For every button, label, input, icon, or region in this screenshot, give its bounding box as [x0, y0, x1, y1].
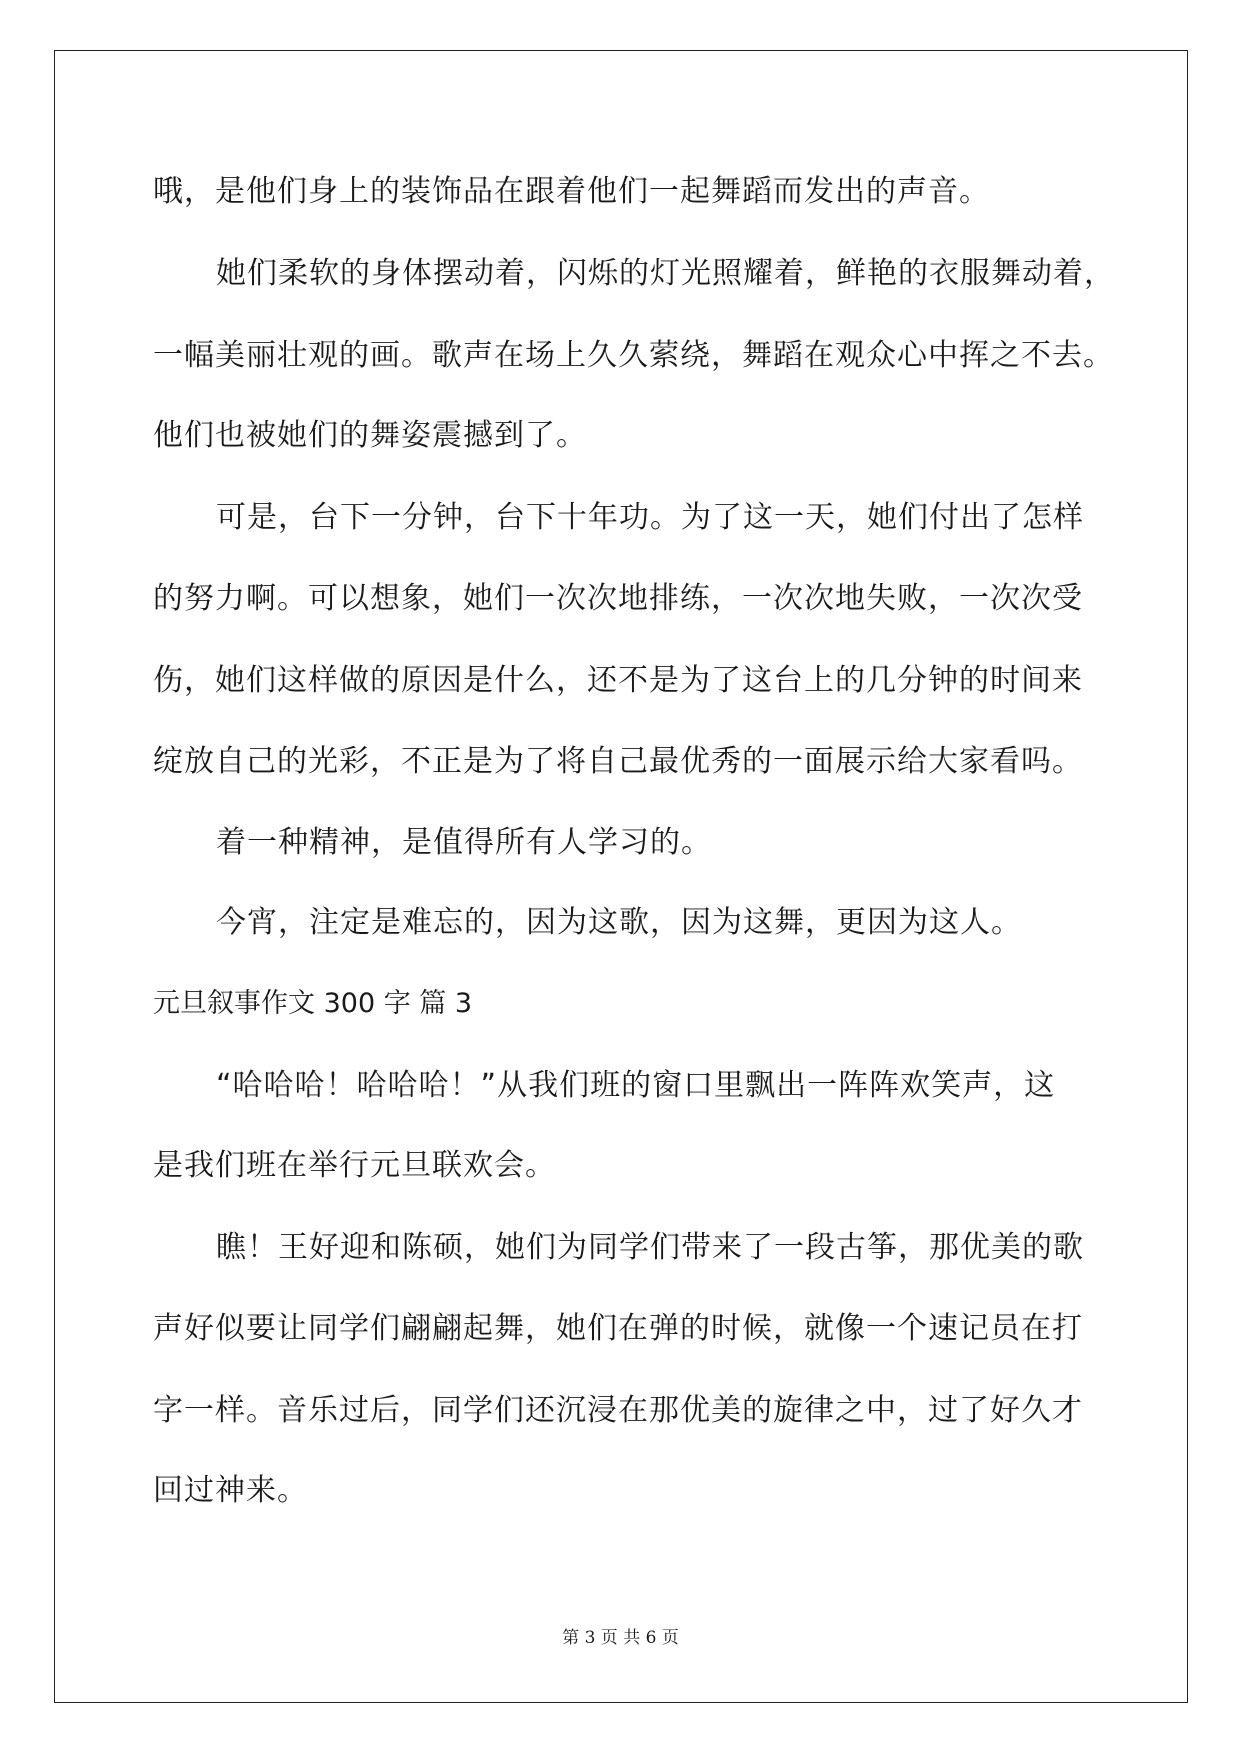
paragraph-line: 伤，她们这样做的原因是什么，还不是为了这台上的几分钟的时间来	[153, 663, 1083, 698]
page-number-footer: 第 3 页 共 6 页	[562, 1628, 679, 1648]
paragraph-line: 是我们班在举行元旦联欢会。	[153, 1148, 556, 1183]
paragraph-line: 字一样。音乐过后，同学们还沉浸在那优美的旋律之中，过了好久才	[153, 1393, 1083, 1428]
section-heading: 元旦叙事作文 300 字 篇 3	[153, 988, 473, 1019]
paragraph-line: 着一种精神，是值得所有人学习的。	[216, 825, 712, 860]
paragraph-line: 他们也被她们的舞姿震撼到了。	[153, 418, 587, 453]
paragraph-line: 她们柔软的身体摆动着，闪烁的灯光照耀着，鲜艳的衣服舞动着，	[216, 256, 1115, 291]
paragraph-line: 绽放自己的光彩，不正是为了将自己最优秀的一面展示给大家看吗。	[153, 744, 1083, 779]
paragraph-line: 回过神来。	[153, 1473, 308, 1508]
paragraph-line: 瞧！王好迎和陈硕，她们为同学们带来了一段古筝，那优美的歌	[216, 1230, 1084, 1265]
page-border	[54, 50, 1188, 1703]
paragraph-line: 一幅美丽壮观的画。歌声在场上久久萦绕，舞蹈在观众心中挥之不去。	[153, 338, 1114, 373]
paragraph-line: 的努力啊。可以想象，她们一次次地排练，一次次地失败，一次次受	[153, 581, 1083, 616]
paragraph-line: 哦，是他们身上的装饰品在跟着他们一起舞蹈而发出的声音。	[153, 174, 990, 209]
paragraph-line: 声好似要让同学们翩翩起舞，她们在弹的时候，就像一个速记员在打	[153, 1311, 1083, 1346]
paragraph-line: 今宵，注定是难忘的，因为这歌，因为这舞，更因为这人。	[216, 905, 1022, 940]
paragraph-line: “哈哈哈！哈哈哈！”从我们班的窗口里飘出一阵阵欢笑声，这	[216, 1068, 1056, 1103]
paragraph-line: 可是，台下一分钟，台下十年功。为了这一天，她们付出了怎样	[216, 500, 1084, 535]
